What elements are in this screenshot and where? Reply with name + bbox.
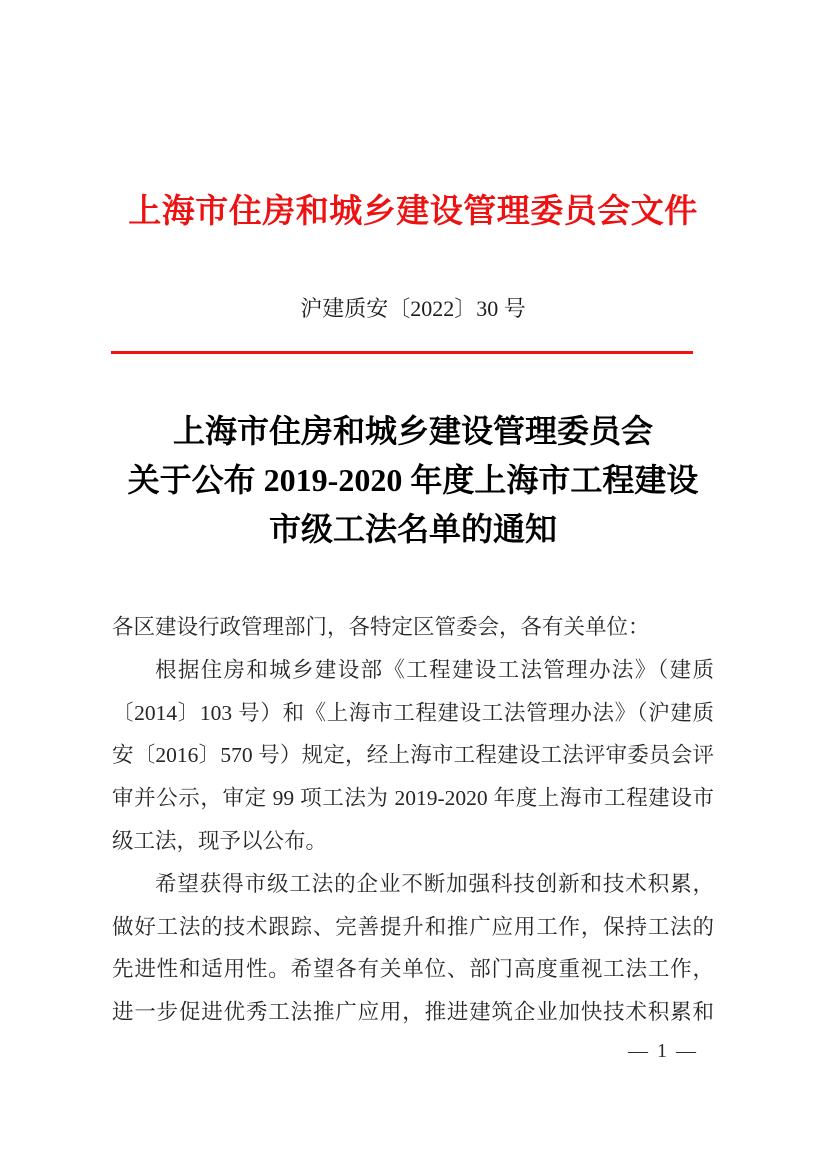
document-title-line-2: 关于公布 2019-2020 年度上海市工程建设 xyxy=(127,462,699,498)
document-title-line-3: 市级工法名单的通知 xyxy=(268,511,557,547)
body-text-line: 希望获得市级工法的企业不断加强科技创新和技术积累， xyxy=(155,871,714,896)
red-divider-rule xyxy=(111,351,693,354)
body-text-line: 审并公示，审定 99 项工法为 2019-2020 年度上海市工程建设市 xyxy=(112,786,714,811)
agency-header-title: 上海市住房和城乡建设管理委员会文件 xyxy=(128,194,698,230)
body-text-line: 〔2014〕103 号）和《上海市工程建设工法管理办法》（沪建质 xyxy=(112,700,714,725)
body-text-line: 先进性和适用性。希望各有关单位、部门高度重视工法工作， xyxy=(112,957,714,982)
body-text-line: 做好工法的技术跟踪、完善提升和推广应用工作，保持工法的 xyxy=(112,914,714,939)
document-title xyxy=(40,407,786,554)
document-reference-number: 沪建质安〔2022〕30 号 xyxy=(300,296,526,321)
body-text-line: 安〔2016〕570 号）规定，经上海市工程建设工法评审委员会评 xyxy=(112,743,714,768)
page-number: — 1 — xyxy=(628,1040,698,1062)
document-title-line-1: 上海市住房和城乡建设管理委员会 xyxy=(172,413,653,449)
body-text-line: 进一步促进优秀工法推广应用，推进建筑企业加快技术积累和 xyxy=(112,1000,714,1025)
body-text-line: 根据住房和城乡建设部《工程建设工法管理办法》（建质 xyxy=(155,657,714,682)
document-body xyxy=(112,606,714,1034)
body-salutation-line: 各区建设行政管理部门，各特定区管委会，各有关单位： xyxy=(112,615,650,639)
body-text-line: 级工法，现予以公布。 xyxy=(112,828,328,853)
